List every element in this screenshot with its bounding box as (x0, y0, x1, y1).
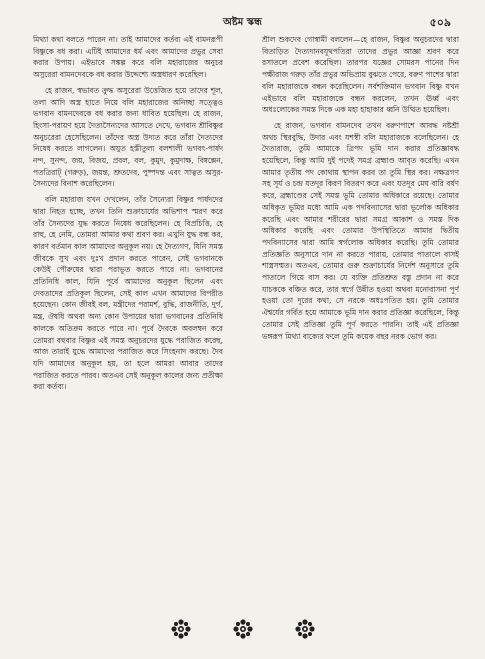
right-text-column (262, 34, 459, 604)
footer-ornaments (0, 618, 485, 644)
paragraph: হে রাজন, স্বভাবত ক্রুদ্ধ অসুরেরা উত্তেজিত হয়ে তাদের শূল, তলা আদি অস্ত্র হাতে নিয়ে বলি মহারাজের অনিচ্ছা সত্ত্বেও ভগবান বামনদেবকে বধ করার জন্য ধাবিত হয়েছিল। হে রাজন, হিংসা-পরায়ণ হয়ে দৈত্যসৈন্যদের আসতে দেখে, ভগবান শ্রীবিষ্ণুর অনুচরেরা হেসেছিলেন। তাঁদের অস্ত্র উদ্যত করে তাঁরা দৈত্যদের নিষেধ করতে লাগলেন। অযুত হস্তীতুল্য বলশালী ভগবৎ-পার্ষদ নন্দ, সুনন্দ, জয়, বিজয়, প্রবল, বল, কুমুদ, কুমুদাক্ষ, বিষ্বক্সেন, পতত্রিরাট্ (গরুড়), জয়ন্ত, শ্রুতদেব, পুষ্পদন্ত এবং সাত্বত অসুর-সৈন্যদের বিনাশ করেছিলেন। (33, 85, 223, 189)
paragraph: বলি মহারাজ যখন দেখলেন, তাঁর সৈন্যেরা বিষ্ণুর পার্ষদদের দ্বারা নিহত হচ্ছে, তখন তিনি শুক্রাচার্যের অভিশাপ স্মরণ করে তাঁর সৈন্যদের যুদ্ধ করতে নিষেধ করেছিলেন। হে বিপ্রচিত্তি, হে রাহু, হে নেমি, তোমরা আমার কথা শ্রবণ কর। এখুনি যুদ্ধ বন্ধ কর, কারণ বর্তমান কাল আমাদের অনুকূল নয়। হে দৈত্যগণ, যিনি সমস্ত জীবকে সুখ এবং দুঃখ প্রদান করতে পারেন, সেই ভগবানকে কেউই পৌরুষের দ্বারা পরাভূত করতে পারে না। ভগবানের প্রতিনিধি কাল, যিনি পূর্বে আমাদের অনুকূল ছিলেন এবং দেবতাদের প্রতিকূল ছিলেন, সেই কাল এখন আমাদের বিপরীত হয়েছেন। কোন জীবই বল, মন্ত্রীদের পরামর্শ, বুদ্ধি, রাজনীতি, দুর্গ, মন্ত্র, ঔষধি অথবা অন্য কোন উপায়ের দ্বারা ভগবানের প্রতিনিধি কালকে অতিক্রম করতে পারে না। পূর্বে দৈবকে অবলম্বন করে তোমরা বহুবার বিষ্ণুর এই সমস্ত অনুচরদের যুদ্ধে পরাজিত করেছ, আজ তারাই যুদ্ধে আমাদের পরাজিত করে সিংহনাদ করছে। দৈব যদি আমাদের অনুকূল হয়, তা হলে আমরা আবার তাদের পরাজিত করতে পারব। অতএব সেই অনুকূল কালের জন্য প্রতীক্ষা করা কর্তব্য। (33, 195, 223, 392)
page-header (0, 12, 485, 30)
left-text-column (33, 34, 223, 604)
paragraph: শ্রীল শুকদেব গোস্বামী বললেন—হে রাজন, বিষ্ণুর অনুচরদের দ্বারা বিতাড়িত দৈত্যদানবযূথপতিরা তাদের প্রভুর আজ্ঞা শ্রবণ করে রসাতলে প্রবেশ করেছিল। তারপর যজ্ঞের সোমরস পানের দিন পক্ষীরাজ গরুড় তাঁর প্রভুর অভিপ্রায় বুঝতে পেরে, বরুণ পাশের দ্বারা বলি মহারাজকে বন্ধন করেছিলেন। সর্বশক্তিমান ভগবান বিষ্ণু যখন এইভাবে বলি মহারাজকে বন্ধন করলেন, তখন ঊর্ধ্ব এবং অধঃলোকের সমস্ত দিকে এক মহা হাহাকার ধ্বনি উত্থিত হয়েছিল। (262, 35, 459, 115)
chapter-title: অষ্টম স্কন্ধ (223, 17, 262, 28)
flower-ornament-icon (294, 618, 316, 640)
flower-ornament-icon (232, 618, 254, 640)
paragraph: মিথ্যা কথা বলতে পারেন না। তাই আমাদের কর্তব্য এই বামনরূপী বিষ্ণুকে বধ করা। এটিই আমাদের ধর্ম এবং আমাদের প্রভুর সেবা করার উপায়। এইভাবে সঙ্কল্প করে বলি মহারাজের অনুচর অসুরেরা বামনদেবকে বধ করার উদ্দেশ্যে অস্ত্রধারণ করেছিল। (33, 35, 223, 80)
paragraph: হে রাজন, ভগবান বামনদেব তখন বরুণপাশে আবদ্ধ নষ্টশ্রী অথচ স্থিরবুদ্ধি, উদার এবং যশস্বী বলি মহারাজকে বলেছিলেন। হে দৈত্যরাজ, তুমি আমাকে ত্রিপদ ভূমি দান করার প্রতিজ্ঞাবদ্ধ হয়েছিলে, কিন্তু আমি দুই পদেই সমগ্র ব্রহ্মাণ্ড আবৃত করেছি। এখন আমার তৃতীয় পদ কোথায় স্থাপন করব তা তুমি স্থির কর। নক্ষত্রগণ সহ সূর্য ও চন্দ্র যতদূর কিরণ বিতরণ করে এবং যতদূর মেঘ বারি বর্ষণ করে, ব্রহ্মাণ্ডের সেই সমস্ত ভূমি তোমার অধিকারে রয়েছে। তোমার অধিকৃত ভূমির মধ্যে আমি এক পদবিন্যাসের দ্বারা ভূর্লোক অধিকার করেছি এবং আমার শরীরের দ্বারা সমগ্র আকাশ ও সমস্ত দিক অধিকার করেছি এবং তোমার উপস্থিতিতে আমার দ্বিতীয় পদবিন্যাসের দ্বারা আমি স্বর্গলোক অধিকার করেছি। তুমি তোমার প্রতিজ্ঞতি অনুসারে দান না করতে পারায়, তোমার পাতালে বাসই শাস্ত্রসম্মত। অতএব, তোমার গুরু শুক্রাচার্যের নির্দেশ অনুসারে তুমি পাতালে গিয়ে বাস কর। যে ব্যক্তি প্রতিশ্রুত বস্তু প্রদান না করে যাচককে বঞ্চিত করে, তার স্বর্গে উন্নীত হওয়া অথবা মনোবাসনা পূর্ণ হওয়া তো দূরের কথা, সে নরকে অধঃপতিত হয়। তুমি তোমার ঐশ্বর্যের গর্বিত হয়ে আমাকে ভূমি দান করার প্রতিজ্ঞা করেছিলে, কিন্তু তোমার সেই প্রতিজ্ঞা তুমি পূর্ণ করতে পারনি। তাই এই প্রতিজ্ঞা ভঙ্গরূপ মিথ্যা বাক্যের ফলে তুমি কয়েক বছর নরক ভোগ কর। (262, 120, 459, 341)
flower-ornament-icon (170, 618, 192, 640)
page-number: ৫০৯ (429, 16, 451, 29)
